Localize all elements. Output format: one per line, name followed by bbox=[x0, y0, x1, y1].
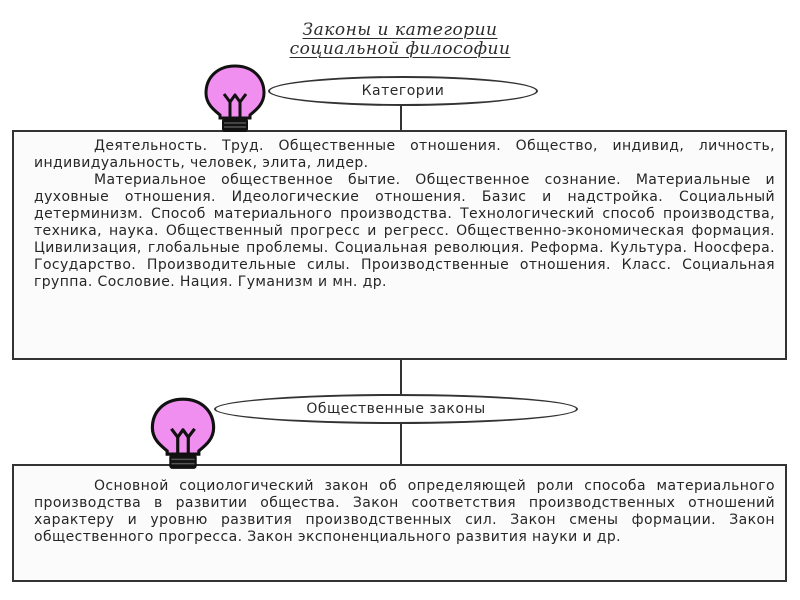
social-laws-box bbox=[12, 464, 787, 582]
lightbulb-icon bbox=[146, 395, 220, 471]
social-laws-text: Основной социологический закон об определяющей роли способа материального производства в развитии общества. Закон соответствия производственных отношений характеру и уровню развития производственных сил. Закон смены формации. Закон общественного прогресса. Закон экспоненциального развития науки и др. bbox=[34, 478, 775, 545]
categories-paragraph-1: Деятельность. Труд. Общественные отношения. Общество, индивид, личность, индивидуальность, человек, элита, лидер. bbox=[34, 138, 775, 171]
social-laws-label: Общественные законы bbox=[214, 394, 578, 424]
categories-box bbox=[12, 130, 787, 360]
categories-label: Категории bbox=[268, 76, 538, 106]
categories-paragraph-2: Материальное общественное бытие. Общественное сознание. Материальные и духовные отношения. Идеологические отношения. Базис и надстройка. Социальный детерминизм. Способ материального производства. Технологический способ производства, техника, наука. Общественный прогресс и регресс. Общественно-экономическая формация. Цивилизация, глобальные проблемы. Социальная революция. Реформа. Культура. Ноосфера. Государство. Производительные силы. Производственные отношения. Класс. Социальная группа. Сословие. Нация. Гуманизм и мн. др. bbox=[34, 172, 775, 290]
connector-line-2 bbox=[400, 360, 402, 394]
lightbulb-icon bbox=[200, 62, 270, 134]
connector-line-1 bbox=[400, 106, 402, 130]
connector-line-3 bbox=[400, 424, 402, 464]
page-title-line-2: социальной философии bbox=[289, 39, 511, 59]
page-title-line-1: Законы и категории bbox=[302, 20, 498, 40]
